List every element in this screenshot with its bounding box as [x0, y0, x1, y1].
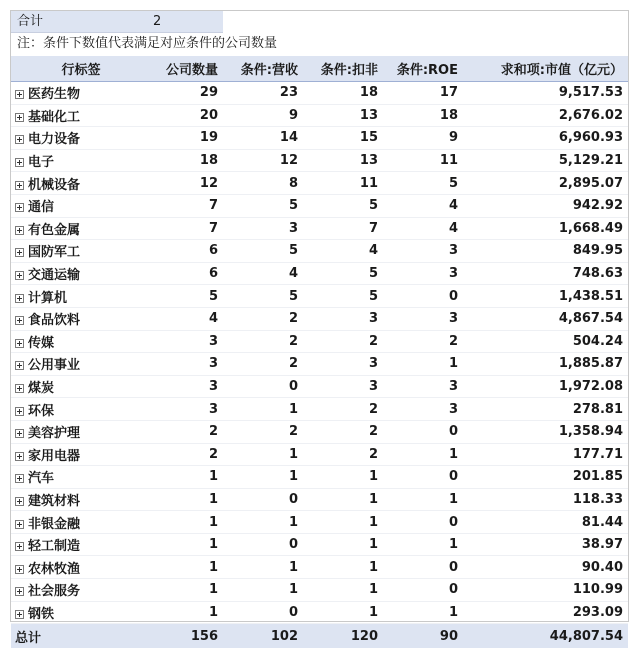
plus-box-icon[interactable] [15, 248, 24, 257]
cell-market-cap: 504.24 [463, 330, 628, 353]
cell-revenue-condition: 0 [223, 488, 303, 511]
pivot-sheet [10, 10, 629, 646]
plus-box-icon[interactable] [15, 226, 24, 235]
plus-box-icon[interactable] [15, 361, 24, 370]
cell-deducted-profit-condition: 2 [303, 420, 383, 443]
plus-box-icon[interactable] [15, 203, 24, 212]
cell-company-count: 4 [151, 307, 223, 330]
table-row [11, 579, 628, 602]
cell-market-cap: 6,960.93 [463, 127, 628, 150]
cell-company-count: 1 [151, 466, 223, 489]
cell-company-count: 2 [151, 420, 223, 443]
plus-box-icon[interactable] [15, 90, 24, 99]
cell-deducted-profit-condition: 2 [303, 443, 383, 466]
cell-deducted-profit-condition: 1 [303, 511, 383, 534]
total-company-count: 156 [151, 624, 223, 648]
cell-industry [11, 398, 151, 421]
plus-box-icon[interactable] [15, 587, 24, 596]
cell-company-count: 29 [151, 82, 223, 105]
cell-roe-condition: 11 [383, 149, 463, 172]
cell-revenue-condition: 2 [223, 330, 303, 353]
industry-label: 交通运输 [28, 268, 81, 284]
cell-revenue-condition: 8 [223, 172, 303, 195]
cell-revenue-condition: 1 [223, 398, 303, 421]
cell-company-count: 3 [151, 398, 223, 421]
industry-label: 汽车 [28, 471, 55, 487]
header-revenue-condition: 条件:营收 [223, 56, 303, 82]
cell-revenue-condition: 2 [223, 420, 303, 443]
cell-deducted-profit-condition: 1 [303, 579, 383, 602]
industry-label: 社会服务 [28, 584, 81, 600]
plus-box-icon[interactable] [15, 497, 24, 506]
industry-label: 家用电器 [28, 448, 81, 464]
cell-company-count: 6 [151, 240, 223, 263]
cell-roe-condition: 9 [383, 127, 463, 150]
cell-market-cap: 1,972.08 [463, 375, 628, 398]
table-row [11, 104, 628, 127]
total-roe-condition: 90 [383, 624, 463, 648]
cell-market-cap: 5,129.21 [463, 149, 628, 172]
cell-roe-condition: 0 [383, 556, 463, 579]
cell-industry [11, 172, 151, 195]
table-row [11, 375, 628, 398]
header-company-count: 公司数量 [151, 56, 223, 82]
total-deducted-profit-condition: 120 [303, 624, 383, 648]
plus-box-icon[interactable] [15, 384, 24, 393]
cell-deducted-profit-condition: 15 [303, 127, 383, 150]
cell-industry [11, 330, 151, 353]
cell-industry [11, 353, 151, 376]
cell-revenue-condition: 5 [223, 194, 303, 217]
header-market-cap-sum: 求和项:市值（亿元） [463, 56, 628, 82]
plus-box-icon[interactable] [15, 542, 24, 551]
cell-company-count: 7 [151, 194, 223, 217]
cell-revenue-condition: 9 [223, 104, 303, 127]
cell-deducted-profit-condition: 13 [303, 149, 383, 172]
industry-label: 环保 [28, 403, 55, 419]
cell-roe-condition: 1 [383, 443, 463, 466]
cell-revenue-condition: 12 [223, 149, 303, 172]
cell-company-count: 1 [151, 556, 223, 579]
cell-market-cap: 9,517.53 [463, 82, 628, 105]
cell-company-count: 2 [151, 443, 223, 466]
cell-deducted-profit-condition: 13 [303, 104, 383, 127]
table-row [11, 353, 628, 376]
industry-label: 建筑材料 [28, 493, 81, 509]
cell-market-cap: 849.95 [463, 240, 628, 263]
cell-roe-condition: 2 [383, 330, 463, 353]
cell-roe-condition: 3 [383, 262, 463, 285]
cell-roe-condition: 0 [383, 285, 463, 308]
cell-roe-condition: 0 [383, 466, 463, 489]
cell-industry [11, 262, 151, 285]
cell-market-cap: 1,668.49 [463, 217, 628, 240]
table-row [11, 556, 628, 579]
cell-revenue-condition: 1 [223, 511, 303, 534]
note-text: 注：条件下数值代表满足对应条件的公司数量 [17, 36, 278, 51]
cell-revenue-condition: 1 [223, 466, 303, 489]
table-row [11, 149, 628, 172]
table-row [11, 488, 628, 511]
cell-industry [11, 285, 151, 308]
cell-industry [11, 443, 151, 466]
cell-industry [11, 149, 151, 172]
table-row [11, 172, 628, 195]
cell-company-count: 12 [151, 172, 223, 195]
cell-roe-condition: 0 [383, 579, 463, 602]
cell-roe-condition: 3 [383, 307, 463, 330]
cell-deducted-profit-condition: 1 [303, 556, 383, 579]
cell-industry [11, 420, 151, 443]
cell-deducted-profit-condition: 5 [303, 285, 383, 308]
industry-label: 农林牧渔 [28, 561, 81, 577]
cell-industry [11, 375, 151, 398]
cell-revenue-condition: 2 [223, 307, 303, 330]
cell-market-cap: 201.85 [463, 466, 628, 489]
cell-revenue-condition: 0 [223, 375, 303, 398]
summary-label: 合计 [17, 14, 44, 29]
total-revenue-condition: 102 [223, 624, 303, 648]
cell-industry [11, 579, 151, 602]
industry-label: 非银金融 [28, 516, 81, 532]
cell-deducted-profit-condition: 3 [303, 307, 383, 330]
plus-box-icon[interactable] [15, 452, 24, 461]
cell-deducted-profit-condition: 1 [303, 533, 383, 556]
cell-deducted-profit-condition: 4 [303, 240, 383, 263]
cell-revenue-condition: 1 [223, 579, 303, 602]
cell-roe-condition: 4 [383, 217, 463, 240]
cell-deducted-profit-condition: 18 [303, 82, 383, 105]
cell-industry [11, 217, 151, 240]
cell-roe-condition: 1 [383, 488, 463, 511]
table-row [11, 240, 628, 263]
table-row [11, 443, 628, 466]
cell-market-cap: 118.33 [463, 488, 628, 511]
industry-label: 通信 [28, 200, 55, 216]
cell-company-count: 7 [151, 217, 223, 240]
industry-label: 基础化工 [28, 109, 81, 125]
plus-box-icon[interactable] [15, 407, 24, 416]
table-row [11, 217, 628, 240]
cell-deducted-profit-condition: 5 [303, 262, 383, 285]
plus-box-icon[interactable] [15, 316, 24, 325]
industry-label: 电力设备 [28, 132, 81, 148]
cell-company-count: 20 [151, 104, 223, 127]
cell-market-cap: 293.09 [463, 601, 628, 624]
industry-label: 传媒 [28, 335, 55, 351]
cell-industry [11, 533, 151, 556]
industry-label: 医药生物 [28, 87, 81, 103]
cell-deducted-profit-condition: 2 [303, 330, 383, 353]
pivot-table [11, 56, 628, 648]
cell-roe-condition: 0 [383, 511, 463, 534]
total-row [11, 624, 628, 648]
industry-label: 钢铁 [28, 606, 55, 622]
plus-box-icon[interactable] [15, 565, 24, 574]
cell-revenue-condition: 1 [223, 556, 303, 579]
cell-market-cap: 1,358.94 [463, 420, 628, 443]
plus-box-icon[interactable] [15, 520, 24, 529]
cell-deducted-profit-condition: 1 [303, 466, 383, 489]
cell-revenue-condition: 0 [223, 601, 303, 624]
cell-company-count: 1 [151, 533, 223, 556]
header-deducted-profit-condition: 条件:扣非 [303, 56, 383, 82]
header-roe-condition: 条件:ROE [383, 56, 463, 82]
total-market-cap: 44,807.54 [463, 624, 628, 648]
cell-industry [11, 601, 151, 624]
cell-market-cap: 177.71 [463, 443, 628, 466]
cell-market-cap: 38.97 [463, 533, 628, 556]
cell-roe-condition: 17 [383, 82, 463, 105]
cell-market-cap: 748.63 [463, 262, 628, 285]
cell-revenue-condition: 3 [223, 217, 303, 240]
cell-company-count: 6 [151, 262, 223, 285]
header-row [11, 56, 628, 82]
table-row [11, 420, 628, 443]
cell-revenue-condition: 14 [223, 127, 303, 150]
cell-revenue-condition: 23 [223, 82, 303, 105]
header-row-labels[interactable]: 行标签 [11, 56, 151, 82]
cell-deducted-profit-condition: 3 [303, 353, 383, 376]
plus-box-icon[interactable] [15, 158, 24, 167]
table-row [11, 398, 628, 421]
cell-revenue-condition: 5 [223, 285, 303, 308]
cell-industry [11, 104, 151, 127]
plus-box-icon[interactable] [15, 135, 24, 144]
summary-row [11, 11, 223, 33]
cell-company-count: 1 [151, 601, 223, 624]
cell-roe-condition: 18 [383, 104, 463, 127]
table-row [11, 601, 628, 624]
cell-market-cap: 90.40 [463, 556, 628, 579]
industry-label: 电子 [28, 155, 55, 171]
plus-box-icon[interactable] [15, 429, 24, 438]
cell-industry [11, 240, 151, 263]
cell-deducted-profit-condition: 1 [303, 488, 383, 511]
industry-label: 煤炭 [28, 381, 55, 397]
industry-label: 轻工制造 [28, 539, 81, 555]
cell-market-cap: 1,885.87 [463, 353, 628, 376]
cell-market-cap: 110.99 [463, 579, 628, 602]
cell-revenue-condition: 1 [223, 443, 303, 466]
cell-industry [11, 466, 151, 489]
cell-roe-condition: 3 [383, 375, 463, 398]
table-row [11, 194, 628, 217]
plus-box-icon[interactable] [15, 271, 24, 280]
industry-label: 有色金属 [28, 222, 81, 238]
cell-roe-condition: 3 [383, 398, 463, 421]
cell-company-count: 3 [151, 375, 223, 398]
cell-company-count: 3 [151, 353, 223, 376]
industry-label: 美容护理 [28, 426, 81, 442]
cell-roe-condition: 1 [383, 533, 463, 556]
cell-revenue-condition: 0 [223, 533, 303, 556]
cell-company-count: 3 [151, 330, 223, 353]
cell-company-count: 1 [151, 488, 223, 511]
cell-market-cap: 4,867.54 [463, 307, 628, 330]
cell-market-cap: 278.81 [463, 398, 628, 421]
industry-label: 计算机 [28, 290, 68, 306]
cell-market-cap: 1,438.51 [463, 285, 628, 308]
table-row [11, 262, 628, 285]
cell-market-cap: 2,895.07 [463, 172, 628, 195]
plus-box-icon[interactable] [15, 474, 24, 483]
cell-industry [11, 511, 151, 534]
plus-box-icon[interactable] [15, 339, 24, 348]
cell-industry [11, 307, 151, 330]
cell-deducted-profit-condition: 1 [303, 601, 383, 624]
cell-company-count: 1 [151, 511, 223, 534]
cell-roe-condition: 1 [383, 601, 463, 624]
table-row [11, 466, 628, 489]
industry-label: 机械设备 [28, 177, 81, 193]
plus-box-icon[interactable] [15, 610, 24, 619]
plus-box-icon[interactable] [15, 181, 24, 190]
table-row [11, 307, 628, 330]
cell-industry [11, 194, 151, 217]
table-row [11, 330, 628, 353]
summary-value: 2 [153, 14, 162, 29]
cell-industry [11, 556, 151, 579]
table-row [11, 533, 628, 556]
cell-roe-condition: 0 [383, 420, 463, 443]
cell-company-count: 1 [151, 579, 223, 602]
cell-deducted-profit-condition: 7 [303, 217, 383, 240]
cell-roe-condition: 4 [383, 194, 463, 217]
cell-deducted-profit-condition: 5 [303, 194, 383, 217]
cell-industry [11, 488, 151, 511]
cell-industry [11, 127, 151, 150]
cell-industry [11, 82, 151, 105]
cell-company-count: 18 [151, 149, 223, 172]
table-row [11, 285, 628, 308]
cell-deducted-profit-condition: 11 [303, 172, 383, 195]
cell-company-count: 5 [151, 285, 223, 308]
industry-label: 食品饮料 [28, 313, 81, 329]
industry-label: 公用事业 [28, 358, 81, 374]
cell-market-cap: 942.92 [463, 194, 628, 217]
cell-market-cap: 81.44 [463, 511, 628, 534]
industry-label: 国防军工 [28, 245, 81, 261]
cell-revenue-condition: 5 [223, 240, 303, 263]
table-row [11, 511, 628, 534]
cell-revenue-condition: 2 [223, 353, 303, 376]
cell-revenue-condition: 4 [223, 262, 303, 285]
cell-deducted-profit-condition: 3 [303, 375, 383, 398]
cell-deducted-profit-condition: 2 [303, 398, 383, 421]
plus-box-icon[interactable] [15, 113, 24, 122]
cell-roe-condition: 5 [383, 172, 463, 195]
cell-roe-condition: 1 [383, 353, 463, 376]
cell-roe-condition: 3 [383, 240, 463, 263]
total-label: 总计 [11, 624, 151, 648]
table-row [11, 82, 628, 105]
cell-market-cap: 2,676.02 [463, 104, 628, 127]
table-row [11, 127, 628, 150]
cell-company-count: 19 [151, 127, 223, 150]
plus-box-icon[interactable] [15, 294, 24, 303]
